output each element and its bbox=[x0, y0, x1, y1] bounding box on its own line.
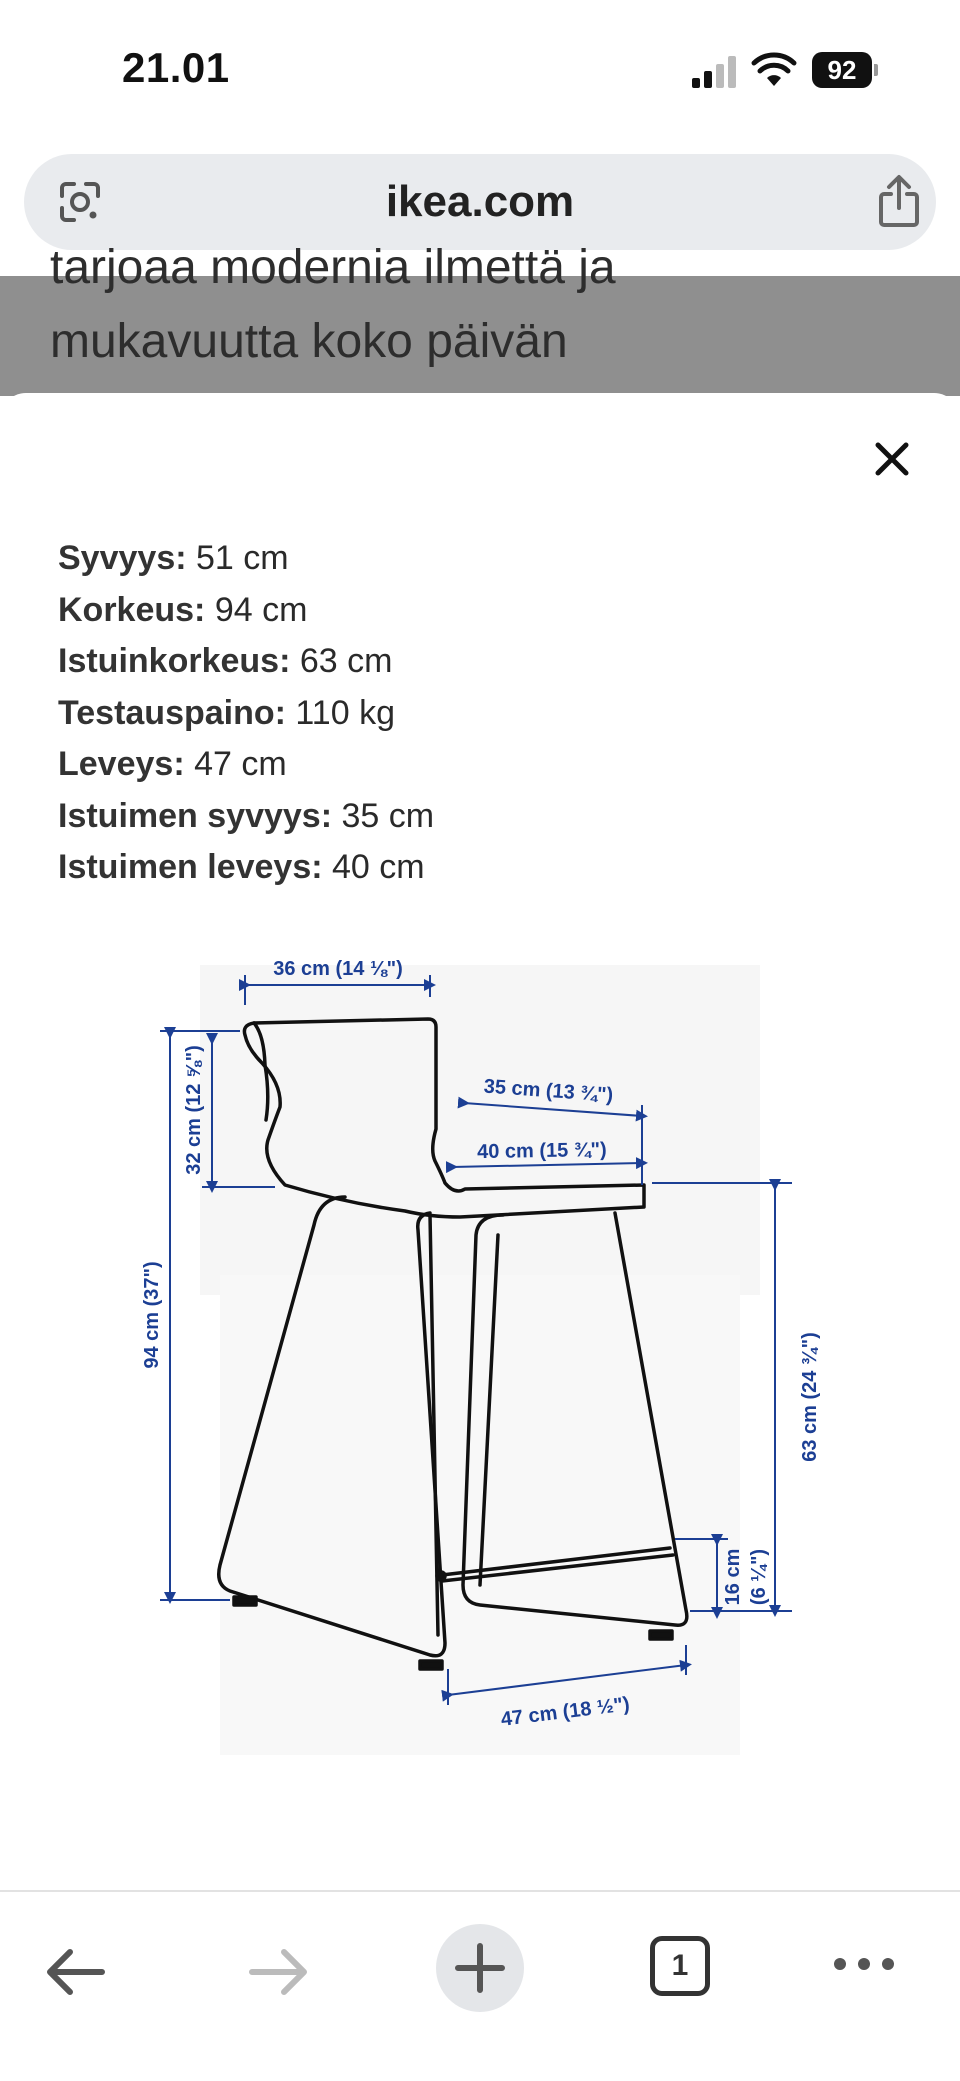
browser-toolbar bbox=[0, 1890, 960, 2081]
spec-value: 94 cm bbox=[214, 590, 308, 629]
dimension-label-seat-depth: 35 cm (13 ¾") bbox=[483, 1075, 614, 1107]
spec-label: Istuinkorkeus: bbox=[58, 642, 291, 680]
spec-value: 51 cm bbox=[196, 539, 289, 577]
battery-level: 92 bbox=[812, 52, 872, 88]
background-text-line: mukavuutta koko päivän bbox=[50, 315, 568, 368]
spec-row-seat-depth bbox=[58, 791, 918, 843]
dimension-label-backrest-height: 32 cm (12 ⅝") bbox=[183, 1045, 205, 1175]
address-bar[interactable] bbox=[24, 154, 936, 250]
background-page-overlay bbox=[0, 241, 960, 396]
battery-indicator bbox=[812, 52, 878, 88]
spec-list bbox=[58, 533, 918, 894]
arrow-left-icon[interactable] bbox=[44, 1946, 108, 1998]
plus-icon bbox=[436, 1924, 524, 2012]
spec-row-tested-weight bbox=[58, 688, 918, 740]
spec-label: Syvyys: bbox=[58, 539, 187, 577]
wifi-icon bbox=[752, 52, 796, 88]
battery-cap bbox=[874, 64, 878, 76]
more-horizontal-icon[interactable] bbox=[832, 1954, 896, 1974]
dimension-label-footrest-height-in: (6 ¼") bbox=[748, 1548, 770, 1606]
spec-value: 110 kg bbox=[295, 693, 395, 732]
chair-dimension-diagram bbox=[130, 945, 910, 1825]
dimension-label-total-height: 94 cm (37") bbox=[141, 1261, 163, 1369]
spec-label: Leveys: bbox=[58, 745, 185, 783]
cellular-signal-icon bbox=[690, 56, 738, 88]
close-icon[interactable] bbox=[866, 433, 918, 485]
spec-label: Testauspaino: bbox=[58, 693, 286, 732]
spec-label: Korkeus: bbox=[58, 590, 206, 629]
spec-value: 35 cm bbox=[341, 796, 435, 835]
spec-value: 47 cm bbox=[194, 745, 287, 783]
dimension-label-seat-width: 40 cm (15 ¾") bbox=[476, 1138, 607, 1164]
share-icon[interactable] bbox=[876, 174, 922, 228]
spec-value: 40 cm bbox=[332, 848, 425, 886]
spec-row-depth bbox=[58, 533, 918, 585]
spec-row-height bbox=[58, 585, 918, 637]
spec-row-seat-height bbox=[58, 636, 918, 688]
spec-value: 63 cm bbox=[299, 642, 393, 680]
arrow-right-icon[interactable] bbox=[246, 1946, 310, 1998]
status-time: 21.01 bbox=[122, 44, 230, 91]
url-text[interactable]: ikea.com bbox=[385, 177, 575, 226]
spec-label: Istuimen syvyys: bbox=[58, 796, 333, 835]
dimensions-sheet bbox=[0, 393, 960, 1893]
spec-label: Istuimen leveys: bbox=[58, 848, 323, 886]
spec-row-width bbox=[58, 739, 918, 791]
dimension-label-footrest-height-cm: 16 cm bbox=[722, 1548, 744, 1606]
dimension-label-seat-height: 63 cm (24 ¾") bbox=[799, 1332, 821, 1462]
new-tab-button[interactable] bbox=[436, 1924, 524, 2012]
dimension-label-base-width: 47 cm (18 ½") bbox=[499, 1693, 631, 1731]
background-text-line: tarjoaa modernia ilmettä ja bbox=[50, 241, 616, 294]
spec-row-seat-width bbox=[58, 842, 918, 894]
status-bar bbox=[0, 0, 960, 140]
tab-switcher-button[interactable]: 1 bbox=[650, 1936, 710, 1996]
dimension-label-backrest-width: 36 cm (14 ⅛") bbox=[273, 958, 403, 980]
